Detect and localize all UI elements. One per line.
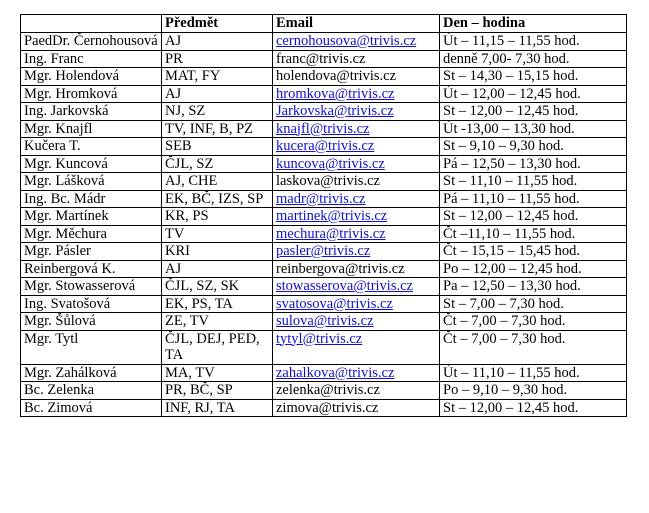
subject-cell: AJ xyxy=(162,260,273,278)
table-row xyxy=(21,208,627,226)
email-cell xyxy=(273,382,440,400)
table-row xyxy=(21,330,627,364)
email-cell xyxy=(273,313,440,331)
email-cell xyxy=(273,243,440,261)
consultation-time-cell: St – 11,10 – 11,55 hod. xyxy=(440,173,627,191)
document-page xyxy=(20,14,626,417)
email-text: zimova@trivis.cz xyxy=(276,399,379,416)
consultation-time-cell: Pá – 11,10 – 11,55 hod. xyxy=(440,190,627,208)
email-link[interactable]: svatosova@trivis.cz xyxy=(276,295,393,312)
subject-cell: PR xyxy=(162,50,273,68)
teacher-name-cell: Kučera T. xyxy=(21,138,162,156)
table-row xyxy=(21,364,627,382)
email-cell xyxy=(273,103,440,121)
email-cell xyxy=(273,173,440,191)
subject-cell: MA, TV xyxy=(162,364,273,382)
email-cell xyxy=(273,120,440,138)
teacher-name-cell: Mgr. Knajfl xyxy=(21,120,162,138)
subject-cell: ČJL, SZ, SK xyxy=(162,278,273,296)
table-row xyxy=(21,155,627,173)
teacher-name-cell: Mgr. Pásler xyxy=(21,243,162,261)
email-text: zelenka@trivis.cz xyxy=(276,382,380,398)
teacher-name-cell: Mgr. Kuncová xyxy=(21,155,162,173)
teacher-name-cell: Mgr. Tytl xyxy=(21,330,162,364)
table-row xyxy=(21,313,627,331)
subject-cell: KRI xyxy=(162,243,273,261)
table-row xyxy=(21,103,627,121)
teacher-name-cell: Reinbergová K. xyxy=(21,260,162,278)
email-link[interactable]: knajfl@trivis.cz xyxy=(276,120,370,137)
table-row xyxy=(21,173,627,191)
email-link[interactable]: mechura@trivis.cz xyxy=(276,225,386,242)
consultation-time-cell: St – 12,00 – 12,45 hod. xyxy=(440,208,627,226)
teacher-consultation-table xyxy=(20,14,627,417)
email-text: reinbergova@trivis.cz xyxy=(276,260,405,277)
teacher-name-cell: Ing. Bc. Mádr xyxy=(21,190,162,208)
subject-cell: TV xyxy=(162,225,273,243)
email-cell xyxy=(273,278,440,296)
table-body xyxy=(21,33,627,417)
table-row xyxy=(21,50,627,68)
table-row xyxy=(21,33,627,51)
consultation-time-cell: Pá – 12,50 – 13,30 hod. xyxy=(440,155,627,173)
subject-cell: PR, BČ, SP xyxy=(162,382,273,400)
email-link[interactable]: kuncova@trivis.cz xyxy=(276,155,385,172)
email-link[interactable]: kucera@trivis.cz xyxy=(276,138,375,154)
subject-cell: KR, PS xyxy=(162,208,273,226)
email-link[interactable]: tytyl@trivis.cz xyxy=(276,330,363,347)
header-name xyxy=(21,15,162,33)
subject-cell: AJ xyxy=(162,33,273,51)
email-link[interactable]: madr@trivis.cz xyxy=(276,190,366,207)
subject-cell: EK, BČ, IZS, SP xyxy=(162,190,273,208)
subject-cell: AJ xyxy=(162,85,273,103)
subject-cell: NJ, SZ xyxy=(162,103,273,121)
consultation-time-cell: Čt –11,10 – 11,55 hod. xyxy=(440,225,627,243)
email-cell xyxy=(273,50,440,68)
teacher-name-cell: Bc. Zelenka xyxy=(21,382,162,400)
email-link[interactable]: sulova@trivis.cz xyxy=(276,313,374,329)
email-cell xyxy=(273,138,440,156)
table-row xyxy=(21,225,627,243)
table-row xyxy=(21,260,627,278)
subject-cell: TV, INF, B, PZ xyxy=(162,120,273,138)
email-cell xyxy=(273,190,440,208)
email-cell xyxy=(273,208,440,226)
email-cell xyxy=(273,68,440,86)
subject-cell: SEB xyxy=(162,138,273,156)
email-cell xyxy=(273,295,440,313)
teacher-name-cell: Ing. Jarkovská xyxy=(21,103,162,121)
teacher-name-cell: PaedDr. Černohousová xyxy=(21,33,162,51)
consultation-time-cell: St – 9,10 – 9,30 hod. xyxy=(440,138,627,156)
table-row xyxy=(21,120,627,138)
teacher-name-cell: Ing. Svatošová xyxy=(21,295,162,313)
consultation-time-cell: Pa – 12,50 – 13,30 hod. xyxy=(440,278,627,296)
consultation-time-cell: Út – 11,15 – 11,55 hod. xyxy=(440,33,627,51)
email-cell xyxy=(273,260,440,278)
subject-cell: INF, RJ, TA xyxy=(162,399,273,417)
consultation-time-cell: St – 12,00 – 12,45 hod. xyxy=(440,399,627,417)
teacher-name-cell: Mgr. Zahálková xyxy=(21,364,162,382)
email-cell xyxy=(273,85,440,103)
email-link[interactable]: hromkova@trivis.cz xyxy=(276,85,395,102)
table-row xyxy=(21,190,627,208)
table-row xyxy=(21,278,627,296)
consultation-time-cell: Út -13,00 – 13,30 hod. xyxy=(440,120,627,138)
email-text: holendova@trivis.cz xyxy=(276,68,397,84)
email-link[interactable]: Jarkovska@trivis.cz xyxy=(276,103,394,119)
email-cell xyxy=(273,364,440,382)
consultation-time-cell: Čt – 7,00 – 7,30 hod. xyxy=(440,313,627,331)
table-row xyxy=(21,295,627,313)
subject-cell: AJ, CHE xyxy=(162,173,273,191)
subject-cell: MAT, FY xyxy=(162,68,273,86)
teacher-name-cell: Mgr. Měchura xyxy=(21,225,162,243)
consultation-time-cell: St – 7,00 – 7,30 hod. xyxy=(440,295,627,313)
subject-cell: EK, PS, TA xyxy=(162,295,273,313)
teacher-name-cell: Mgr. Šůlová xyxy=(21,313,162,331)
email-cell xyxy=(273,225,440,243)
header-subject: Předmět xyxy=(162,15,273,33)
email-link[interactable]: zahalkova@trivis.cz xyxy=(276,364,395,381)
email-cell xyxy=(273,399,440,417)
subject-cell: ČJL, DEJ, PED, TA xyxy=(162,330,273,364)
consultation-time-cell: St – 14,30 – 15,15 hod. xyxy=(440,68,627,86)
table-header xyxy=(21,15,627,33)
table-row xyxy=(21,68,627,86)
email-cell xyxy=(273,155,440,173)
teacher-name-cell: Mgr. Stowasserová xyxy=(21,278,162,296)
consultation-time-cell: St – 12,00 – 12,45 hod. xyxy=(440,103,627,121)
teacher-name-cell: Mgr. Martínek xyxy=(21,208,162,226)
table-row xyxy=(21,399,627,417)
email-link[interactable]: martinek@trivis.cz xyxy=(276,208,388,224)
consultation-time-cell: denně 7,00- 7,30 hod. xyxy=(440,50,627,68)
consultation-time-cell: Čt – 15,15 – 15,45 hod. xyxy=(440,243,627,261)
consultation-time-cell: Út – 12,00 – 12,45 hod. xyxy=(440,85,627,103)
email-text: franc@trivis.cz xyxy=(276,50,366,67)
table-row xyxy=(21,243,627,261)
consultation-time-cell: Čt – 7,00 – 7,30 hod. xyxy=(440,330,627,364)
table-row xyxy=(21,382,627,400)
teacher-name-cell: Mgr. Lášková xyxy=(21,173,162,191)
email-link[interactable]: pasler@trivis.cz xyxy=(276,243,371,259)
email-cell xyxy=(273,33,440,51)
email-text: laskova@trivis.cz xyxy=(276,173,380,189)
email-link[interactable]: stowasserova@trivis.cz xyxy=(276,278,413,294)
teacher-name-cell: Bc. Zimová xyxy=(21,399,162,417)
email-cell xyxy=(273,330,440,364)
table-row xyxy=(21,138,627,156)
teacher-name-cell: Mgr. Hromková xyxy=(21,85,162,103)
header-row xyxy=(21,15,627,33)
subject-cell: ZE, TV xyxy=(162,313,273,331)
email-link[interactable]: cernohousova@trivis.cz xyxy=(276,33,417,49)
teacher-name-cell: Ing. Franc xyxy=(21,50,162,68)
consultation-time-cell: Út – 11,10 – 11,55 hod. xyxy=(440,364,627,382)
subject-cell: ČJL, SZ xyxy=(162,155,273,173)
header-email: Email xyxy=(273,15,440,33)
consultation-time-cell: Po – 12,00 – 12,45 hod. xyxy=(440,260,627,278)
teacher-name-cell: Mgr. Holendová xyxy=(21,68,162,86)
consultation-time-cell: Po – 9,10 – 9,30 hod. xyxy=(440,382,627,400)
header-time: Den – hodina xyxy=(440,15,627,33)
table-row xyxy=(21,85,627,103)
